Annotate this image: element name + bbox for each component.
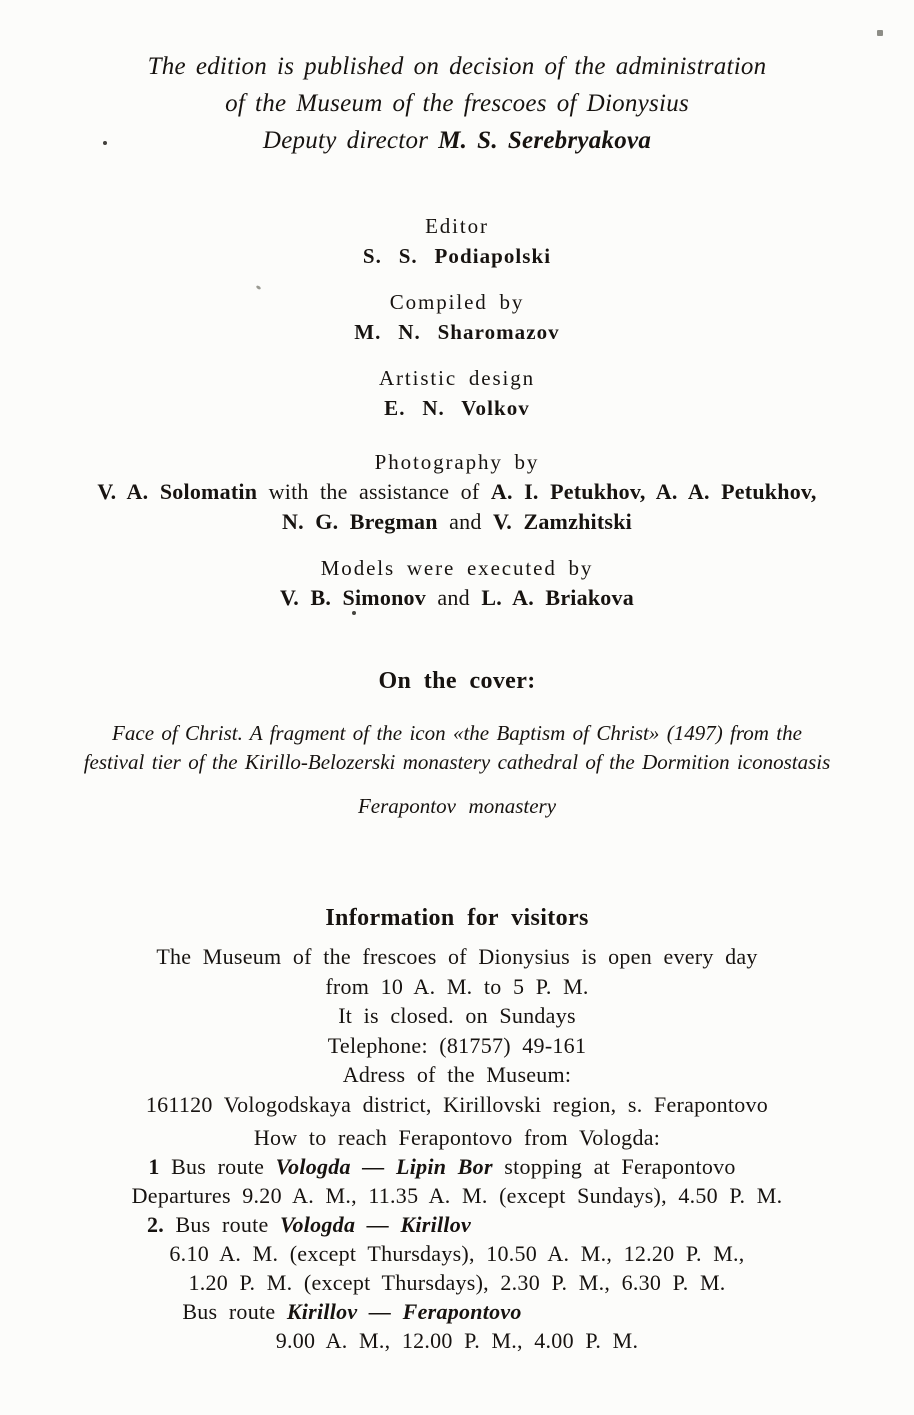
cover-caption-line-1: Face of Christ. A fragment of the icon «the Baptism of Christ» (1497) from the [112,721,802,745]
bus-route-1-line [0,1152,899,1181]
credit-artistic-design [0,363,914,423]
scan-speck [877,30,883,36]
credit-editor [0,211,914,271]
visitor-info-section [0,902,914,1119]
publication-notice-line-2: of the Museum of the frescoes of Dionysius [225,90,689,117]
directions-heading: How to reach Ferapontovo from Vologda: [253,1125,661,1150]
compiler-name: M. N. Sharomazov [354,320,560,344]
photography-names-line-1 [0,477,914,507]
scan-speck [103,141,107,145]
model-maker-name: V. B. Simonov [280,585,426,610]
departure-times-line: 9.00 A. M., 12.00 P. M., 4.00 P. M. [275,1328,639,1353]
credit-compiled [0,287,914,347]
publication-notice [0,48,914,159]
route-number: 2. [146,1212,164,1237]
opening-hours-line: from 10 A. M. to 5 P. M. [325,973,589,999]
route-label: Bus route [182,1299,276,1324]
credit-models [0,553,914,613]
scan-speck [352,611,356,615]
editor-name: S. S. Podiapolski [362,244,552,268]
photography-connector: with the assistance of [268,479,480,504]
photography-role-label: Photography by [374,450,540,474]
departure-times-line: 6.10 A. M. (except Thursdays), 10.50 A. M., 12.20 P. M., [169,1241,745,1266]
telephone-line: Telephone: (81757) 49-161 [327,1032,587,1058]
credit-photography [0,447,914,537]
cover-caption-line-2: festival tier of the Kirillo-Belozerski monastery cathedral of the Dormition iconostasis [83,750,831,774]
cover-section [0,665,914,820]
cover-caption [0,719,914,777]
deputy-director-label: Deputy director [262,127,429,154]
route-number: 1 [148,1154,160,1179]
designer-name: E. N. Volkov [384,396,530,420]
photographer-name: V. A. Solomatin [97,479,258,504]
models-role-label: Models were executed by [320,556,594,580]
monastery-name: Ferapontov monastery [357,794,557,818]
visitor-info-heading: Information for visitors [325,905,589,931]
directions-section [0,1123,914,1355]
assistant-names: A. I. Petukhov, A. A. Petukhov, [490,479,817,504]
credits-section [0,211,914,613]
photography-names-line-2 [0,507,914,537]
assistant-name: V. Zamzhitski [493,509,632,534]
departures-line: Departures 9.20 A. M., 11.35 A. M. (except Sundays), 4.50 P. M. [131,1183,783,1208]
editor-role-label: Editor [425,214,489,238]
opening-hours-line: The Museum of the frescoes of Dionysius is open every day [156,944,758,969]
compiled-role-label: Compiled by [389,290,525,314]
route-name: Vologda — Lipin Bor [275,1154,493,1179]
model-maker-name: L. A. Briakova [481,585,634,610]
cover-heading: On the cover: [378,668,536,694]
publication-notice-line-1: The edition is published on decision of the administration [147,53,767,80]
photography-connector: and [449,509,482,534]
route-label: Bus route [175,1212,269,1237]
route-suffix: stopping at Ferapontovo [504,1154,736,1179]
address-label-line: Adress of the Museum: [342,1062,572,1087]
bus-route-3-line [0,1297,809,1326]
design-role-label: Artistic design [378,366,536,390]
deputy-director-name: M. S. Serebryakova [438,127,652,154]
bus-route-2-line [0,1210,766,1239]
route-name: Vologda — Kirillov [280,1212,472,1237]
route-label: Bus route [171,1154,265,1179]
route-name: Kirillov — Ferapontovo [286,1299,522,1324]
address-line: 161120 Vologodskaya district, Kirillovski region, s. Ferapontovo [145,1091,769,1117]
visitor-info-lines [0,942,914,1119]
departure-times-line: 1.20 P. M. (except Thursdays), 2.30 P. M., 6.30 P. M. [188,1270,726,1295]
assistant-name: N. G. Bregman [282,509,438,534]
models-names-line [0,583,914,613]
closed-days-line: It is closed. on Sundays [338,1003,576,1028]
models-connector: and [437,585,470,610]
publication-notice-line-3 [0,122,914,159]
